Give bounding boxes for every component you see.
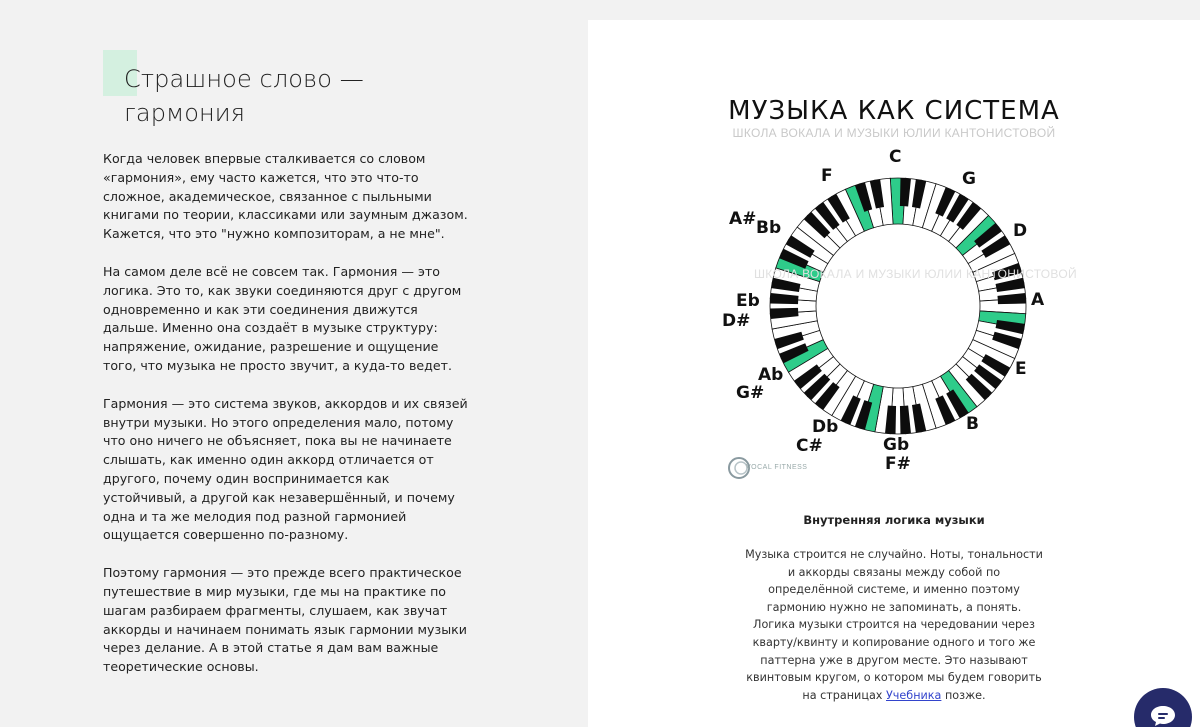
figure-title: МУЗЫКА КАК СИСТЕМА: [728, 96, 1060, 126]
note-label-g-sharp: G#: [736, 383, 765, 403]
note-label-c-sharp: C#: [796, 436, 823, 456]
note-label-eb: Eb: [736, 291, 760, 311]
figure-panel: [588, 20, 1200, 727]
note-label-a: A: [1031, 290, 1045, 310]
note-label-gb: Gb: [883, 435, 910, 455]
article-body: [103, 150, 468, 696]
note-label-b: B: [966, 414, 979, 434]
note-label-f: F: [821, 166, 833, 186]
article-title: [124, 62, 364, 130]
title-line-2: гармония: [124, 99, 246, 127]
caption-text: [744, 546, 1044, 704]
note-label-f-sharp: F#: [885, 454, 911, 474]
article-panel: [0, 0, 588, 727]
note-label-c: C: [889, 147, 902, 167]
note-label-d-sharp: D#: [722, 311, 751, 331]
logo-text: VOCAL FITNESS: [746, 464, 808, 471]
caption-title: Внутренняя логика музыки: [803, 513, 985, 527]
note-label-ab: Ab: [758, 365, 784, 385]
figure-subtitle: ШКОЛА ВОКАЛА И МУЗЫКИ ЮЛИИ КАНТОНИСТОВОЙ: [732, 126, 1056, 140]
title-line-1: Страшное слово —: [124, 65, 364, 93]
textbook-link[interactable]: Учебника: [885, 688, 942, 702]
note-label-d: D: [1013, 221, 1028, 241]
chat-bubble-icon: [1150, 705, 1176, 727]
note-label-a-sharp: A#: [729, 209, 757, 229]
note-label-g: G: [962, 169, 976, 189]
note-label-e: E: [1015, 359, 1027, 379]
paragraph: На самом деле всё не совсем так. Гармония — это логика. Это то, как звуки соединяются друг с другом одновременно и как эти соединения движутся дальше. Именно она создаёт в музыке структуру: напряжение, ожидание, разрешение и ощущение того, что музыка не просто звучит, а куда-то ведет.: [103, 263, 462, 373]
caption-body: Музыка строится не случайно. Ноты, тональности и аккорды связаны между собой по определённой системе, и именно поэтому гармонию нужно не запоминать, а понять. Логика музыки строится на чередовании через кварту/квинту и копирование одного и того же паттерна уже в другом месте. Это называют квинтовым кругом, о котором мы будем говорить на страницах: [745, 548, 1043, 702]
paragraph: Поэтому гармония — это прежде всего практическое путешествие в мир музыки, где мы на практике по шагам разбираем фрагменты, слушаем, как звучат аккорды и начинаем понимать язык гармонии музыки через делание. А в этой статье я дам вам важные теоретические основы.: [103, 565, 467, 675]
figure-watermark: ШКОЛА ВОКАЛА И МУЗЫКИ ЮЛИИ КАНТОНИСТОВОЙ: [754, 267, 1077, 281]
paragraph: Когда человек впервые сталкивается со словом «гармония», ему часто кажется, что это что-то сложное, академическое, связанное с пыльными книгами по теории, классиками или заумным джазом. Кажется, что это "нужно композиторам, а не мне".: [103, 151, 468, 242]
paragraph: Гармония — это система звуков, аккордов и их связей внутри музыки. Но этого определения мало, потому что оно ничего не объясняет, пока вы не начинаете слышать, как именно один аккорд отличается от другого, почему один воспринимается как устойчивый, а другой как незавершённый, и почему одна и та же мелодия под разной гармонией ощущается совершенно по-разному.: [103, 395, 468, 543]
note-label-db: Db: [812, 417, 839, 437]
caption-tail: позже.: [944, 688, 986, 702]
note-label-bb: Bb: [756, 218, 782, 238]
